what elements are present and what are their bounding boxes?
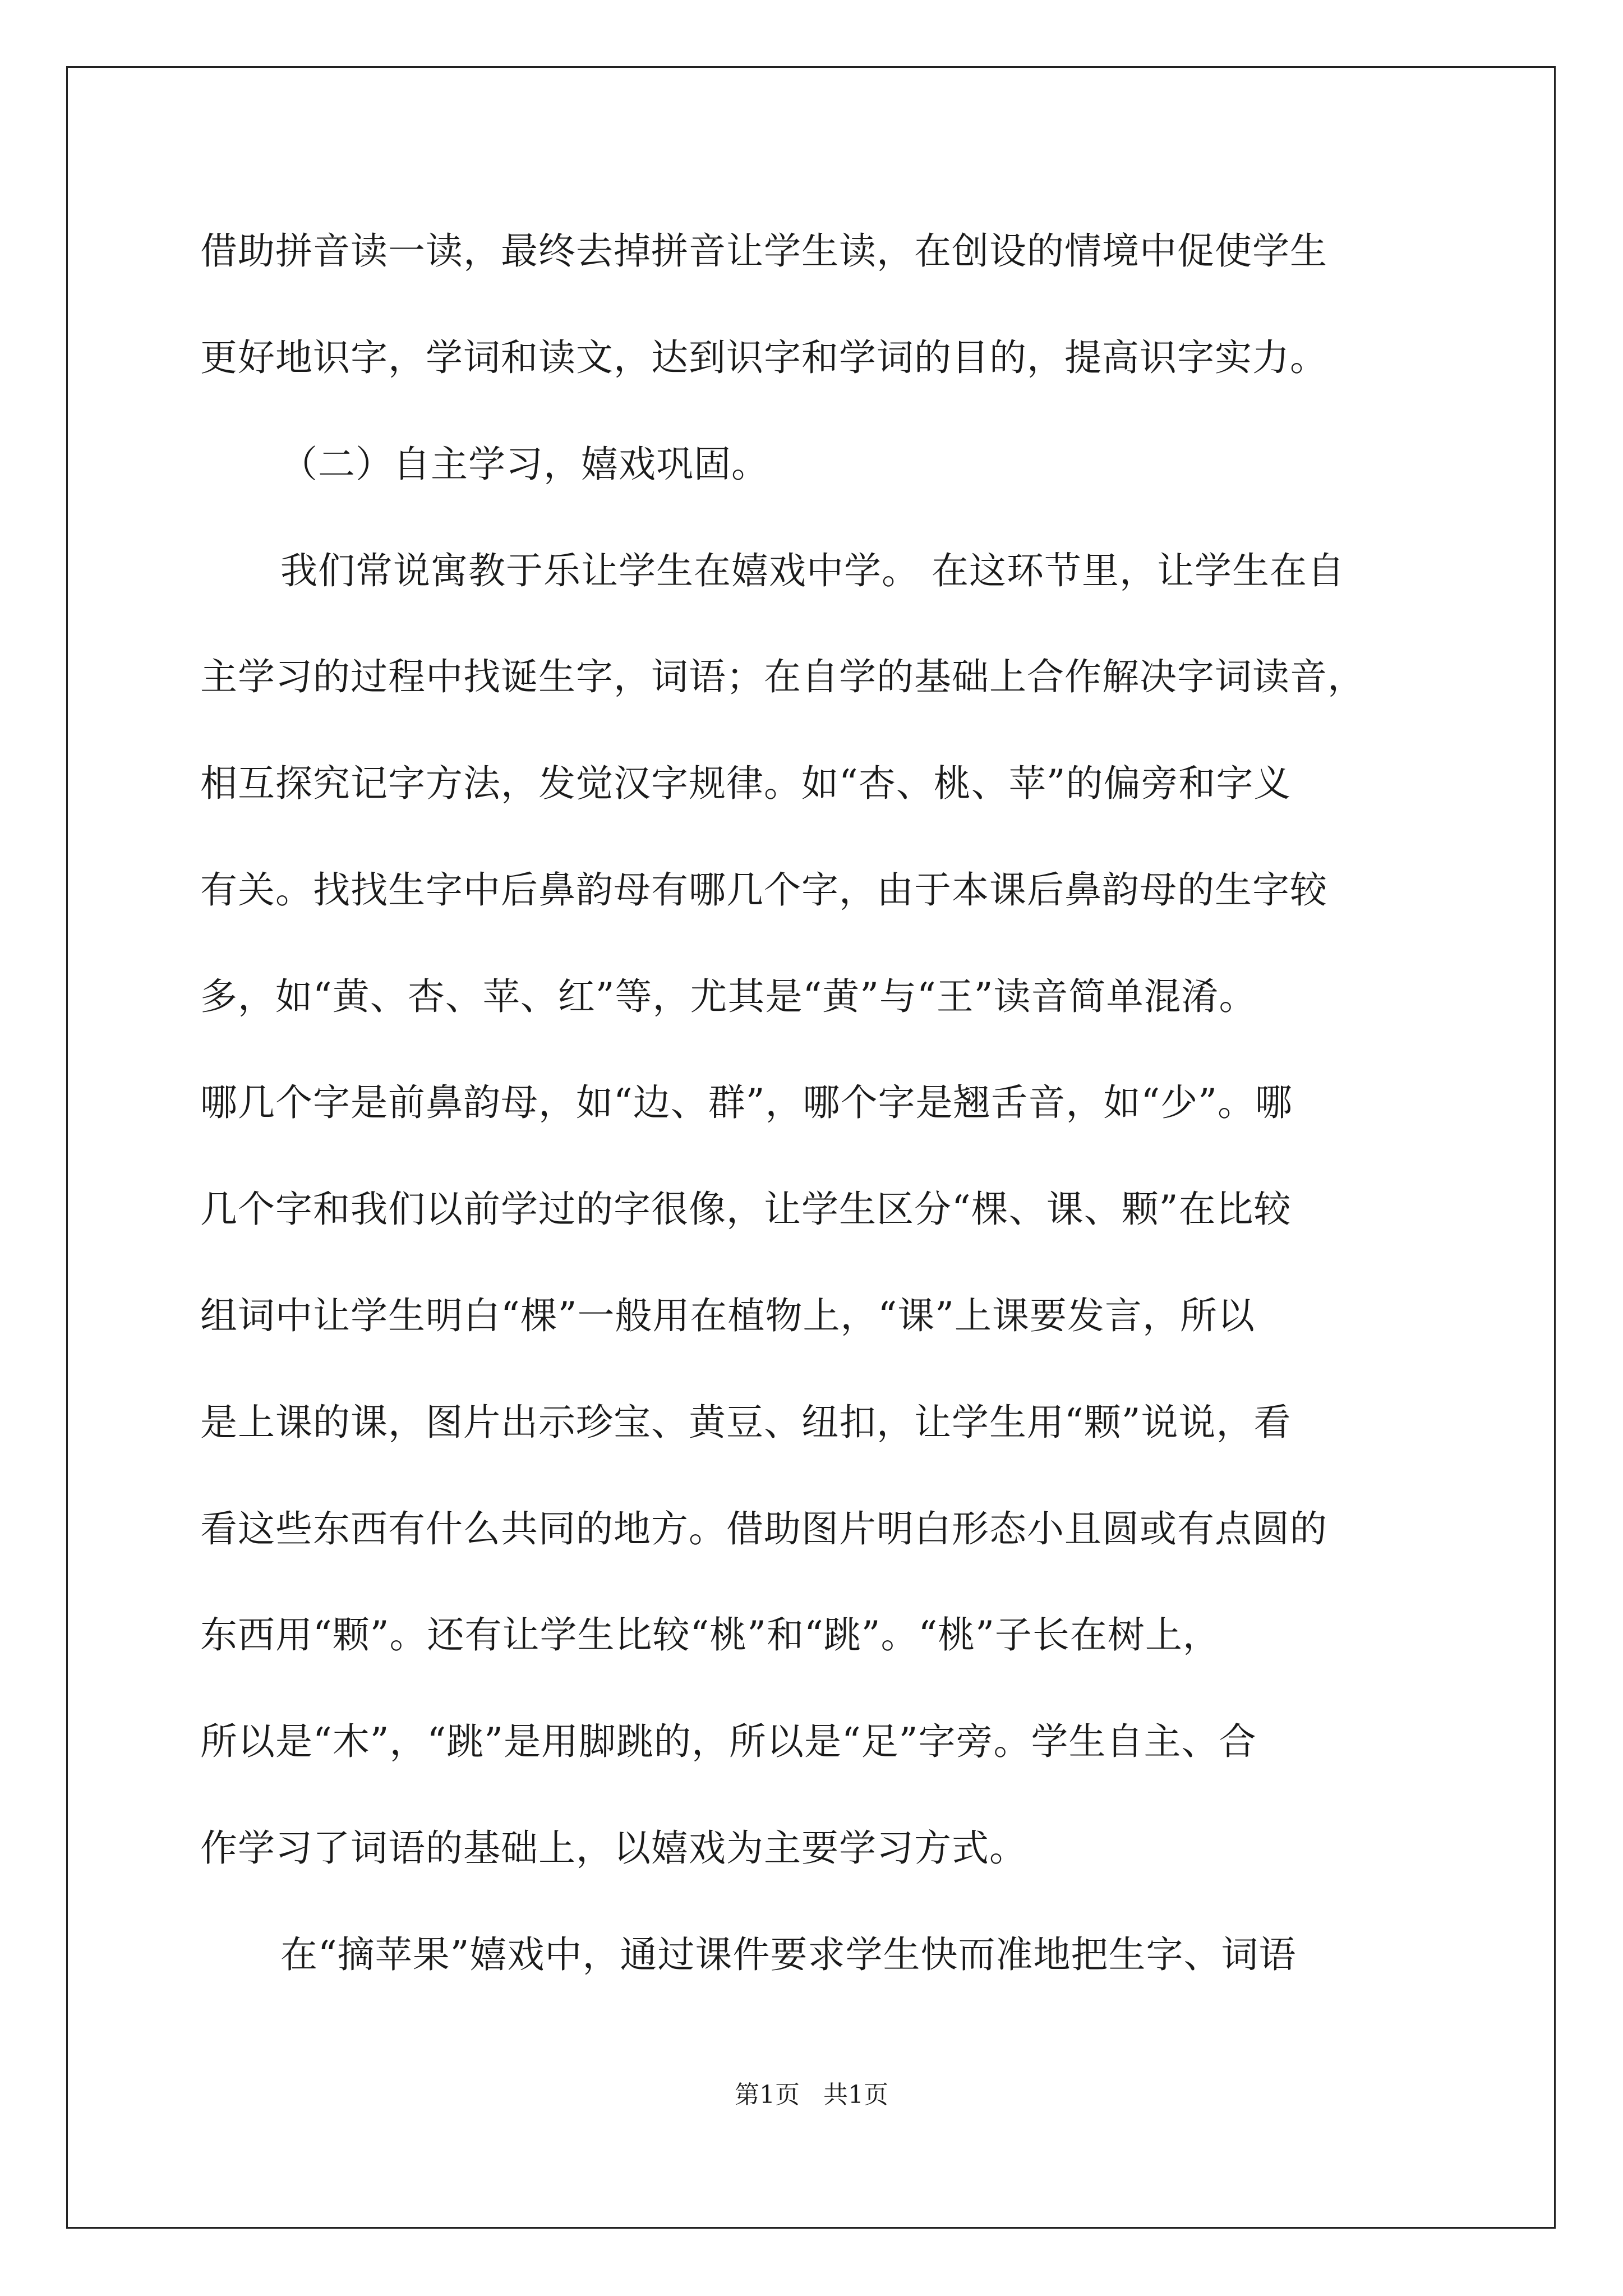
paragraph-line-9: 哪几个字是前鼻韵母，如“边、群”，哪个字是翘舌音，如“少”。哪	[200, 1081, 1293, 1124]
paragraph-line-13: 看这些东西有什么共同的地方。借助图片明白形态小且圆或有点圆的	[200, 1507, 1327, 1550]
paragraph-line-10: 几个字和我们以前学过的字很像，让学生区分“棵、课、颗”在比较	[200, 1188, 1292, 1231]
paragraph-line-11: 组词中让学生明白“棵”一般用在植物上，“课”上课要发言，所以	[200, 1294, 1255, 1337]
paragraph-line-14: 东西用“颗”。还有让学生比较“桃”和“跳”。“桃”子长在树上，	[200, 1613, 1220, 1657]
paragraph-line-17: 在“摘苹果”嬉戏中，通过课件要求学生快而准地把生字、词语	[280, 1933, 1297, 1976]
paragraph-line-8: 多，如“黄、杏、苹、红”等，尤其是“黄”与“王”读音简单混淆。	[200, 975, 1257, 1018]
paragraph-line-1: 借助拼音读一读，最终去掉拼音让学生读，在创设的情境中促使学生	[200, 229, 1327, 273]
paragraph-line-6: 相互探究记字方法，发觉汉字规律。如“杏、桃、苹”的偏旁和字义	[200, 762, 1292, 805]
page-border	[66, 66, 1556, 2229]
paragraph-line-12: 是上课的课，图片出示珍宝、黄豆、纽扣，让学生用“颗”说说，看	[200, 1401, 1292, 1444]
paragraph-line-2: 更好地识字，学词和读文，达到识字和学词的目的，提高识字实力。	[200, 336, 1327, 379]
paragraph-line-4: 我们常说寓教于乐让学生在嬉戏中学。 在这环节里，让学生在自	[280, 549, 1345, 592]
section-heading: （二）自主学习，嬉戏巩固。	[280, 443, 769, 486]
paragraph-line-5: 主学习的过程中找诞生字，词语；在自学的基础上合作解决字词读音，	[200, 655, 1365, 698]
paragraph-line-7: 有关。找找生字中后鼻韵母有哪几个字，由于本课后鼻韵母的生字较	[200, 868, 1327, 912]
paragraph-line-16: 作学习了词语的基础上，以嬉戏为主要学习方式。	[200, 1826, 1027, 1870]
page-number-footer: 第1页 共1页	[735, 2081, 888, 2109]
paragraph-line-15: 所以是“木”，“跳”是用脚跳的，所以是“足”字旁。学生自主、合	[200, 1720, 1257, 1763]
